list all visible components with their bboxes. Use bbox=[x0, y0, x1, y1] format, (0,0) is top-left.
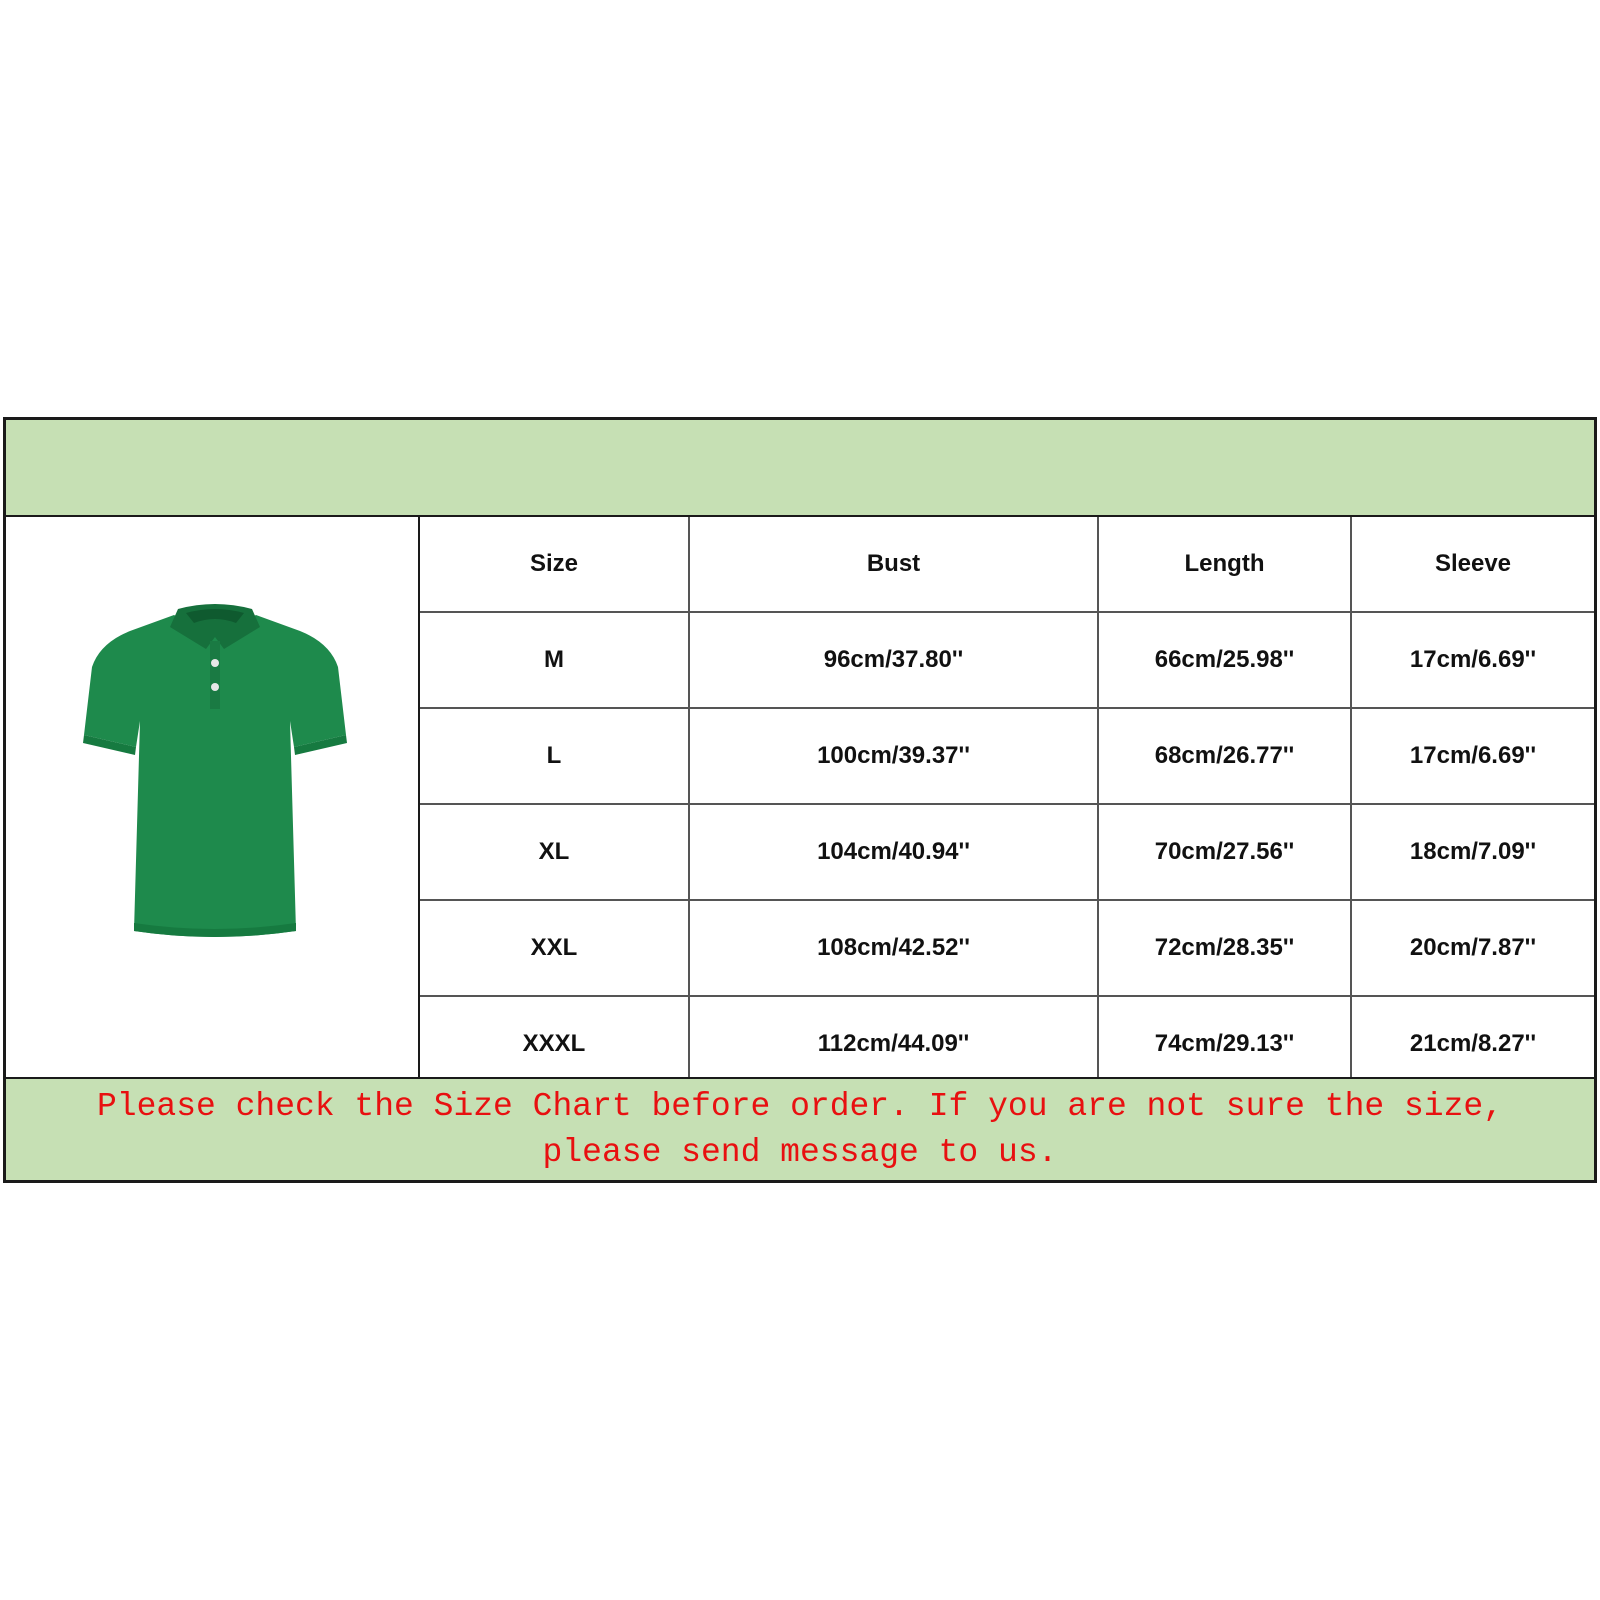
size-notice: Please check the Size Chart before order. If you are not sure the size, please send message to us. bbox=[96, 1087, 1504, 1171]
product-image-cell bbox=[6, 517, 420, 1077]
table-header-row bbox=[420, 517, 1594, 612]
cell-length: 72cm/28.35'' bbox=[1098, 900, 1351, 996]
cell-sleeve: 17cm/6.69'' bbox=[1351, 612, 1594, 708]
cell-size: XL bbox=[420, 804, 689, 900]
cell-bust: 104cm/40.94'' bbox=[689, 804, 1098, 900]
size-table-wrap bbox=[420, 517, 1594, 1077]
cell-sleeve: 17cm/6.69'' bbox=[1351, 708, 1594, 804]
header-sleeve: Sleeve bbox=[1351, 517, 1594, 612]
table-row bbox=[420, 900, 1594, 996]
header-length: Length bbox=[1098, 517, 1351, 612]
header-band bbox=[6, 420, 1594, 517]
cell-length: 66cm/25.98'' bbox=[1098, 612, 1351, 708]
cell-bust: 108cm/42.52'' bbox=[689, 900, 1098, 996]
cell-bust: 112cm/44.09'' bbox=[689, 996, 1098, 1091]
cell-size: M bbox=[420, 612, 689, 708]
cell-length: 68cm/26.77'' bbox=[1098, 708, 1351, 804]
cell-sleeve: 21cm/8.27'' bbox=[1409, 1030, 1537, 1057]
cell-bust: 100cm/39.37'' bbox=[689, 708, 1098, 804]
cell-size: XXL bbox=[420, 900, 689, 996]
polo-shirt-icon bbox=[74, 597, 354, 957]
size-chart bbox=[3, 417, 1597, 1183]
cell-bust: 96cm/37.80'' bbox=[689, 612, 1098, 708]
cell-size: L bbox=[420, 708, 689, 804]
cell-length: 70cm/27.56'' bbox=[1098, 804, 1351, 900]
size-table bbox=[420, 517, 1594, 1091]
cell-sleeve: 18cm/7.09'' bbox=[1351, 804, 1594, 900]
table-row bbox=[420, 804, 1594, 900]
table-row bbox=[420, 612, 1594, 708]
header-bust: Bust bbox=[689, 517, 1098, 612]
cell-sleeve: 20cm/7.87'' bbox=[1351, 900, 1594, 996]
header-size: Size bbox=[420, 517, 689, 612]
cell-size: XXXL bbox=[420, 996, 689, 1091]
table-row bbox=[420, 708, 1594, 804]
notice-band bbox=[6, 1077, 1594, 1180]
cell-length: 74cm/29.13'' bbox=[1098, 996, 1351, 1091]
